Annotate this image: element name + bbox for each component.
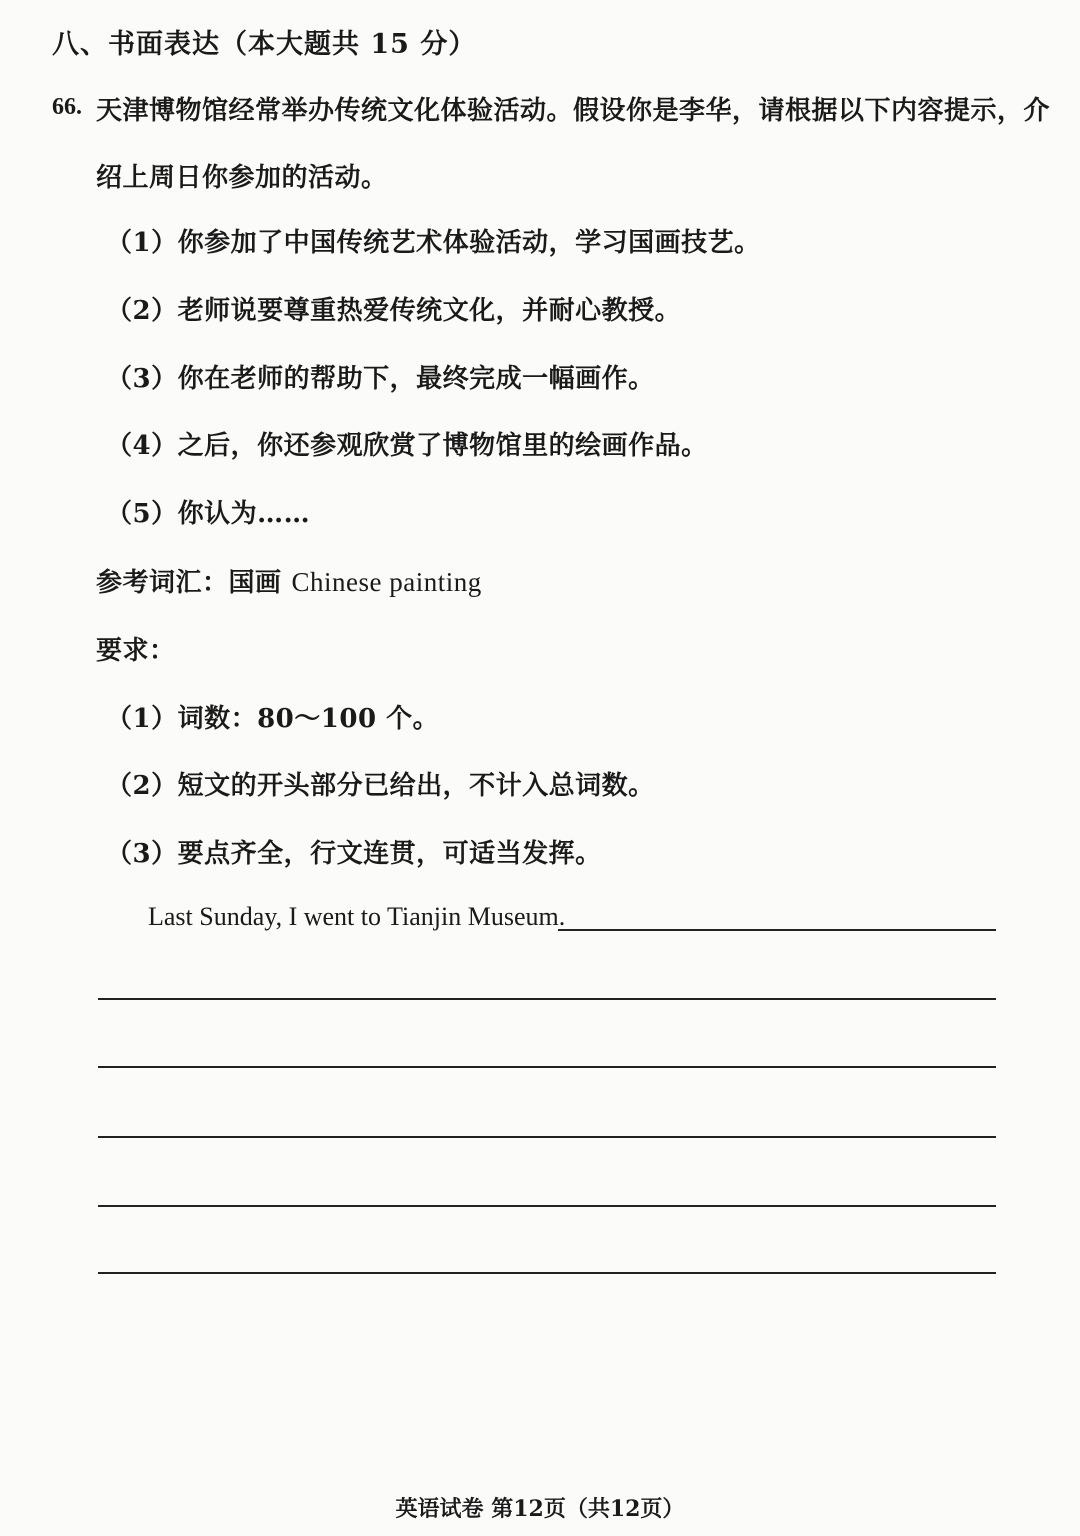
requirements-title: 要求： <box>96 636 176 666</box>
vocab-english: Chinese painting <box>291 567 482 597</box>
essay-starter-sentence: Last Sunday, I went to Tianjin Museum. <box>148 902 566 931</box>
question-prompt-line-1: 天津博物馆经常举办传统文化体验活动。假设你是李华，请根据以下内容提示，介 <box>96 96 1051 126</box>
question-number: 66. <box>52 94 82 120</box>
content-point-5: （5）你认为…… <box>106 499 311 529</box>
content-point-1: （1）你参加了中国传统艺术体验活动，学习国画技艺。 <box>106 228 761 258</box>
question-prompt-line-2: 绍上周日你参加的活动。 <box>96 163 388 193</box>
content-point-3: （3）你在老师的帮助下，最终完成一幅画作。 <box>106 364 655 394</box>
writing-line[interactable] <box>98 1272 996 1274</box>
section-title: 八、书面表达（本大题共 15 分） <box>52 29 477 60</box>
content-point-2: （2）老师说要尊重热爱传统文化，并耐心教授。 <box>106 296 682 326</box>
content-point-4: （4）之后，你还参观欣赏了博物馆里的绘画作品。 <box>106 431 708 461</box>
writing-line[interactable] <box>98 1066 996 1068</box>
requirement-1: （1）词数：80～100 个。 <box>106 704 440 734</box>
writing-line[interactable] <box>98 1205 996 1207</box>
requirement-3: （3）要点齐全，行文连贯，可适当发挥。 <box>106 839 602 869</box>
reference-vocabulary <box>96 562 482 599</box>
vocab-label: 参考词汇：国画 <box>96 568 282 598</box>
writing-line[interactable] <box>558 929 996 931</box>
writing-line[interactable] <box>98 1136 996 1138</box>
page-footer: 英语试卷 第12页（共12页） <box>395 1496 685 1522</box>
requirement-2: （2）短文的开头部分已给出，不计入总词数。 <box>106 771 655 801</box>
writing-line[interactable] <box>98 998 996 1000</box>
